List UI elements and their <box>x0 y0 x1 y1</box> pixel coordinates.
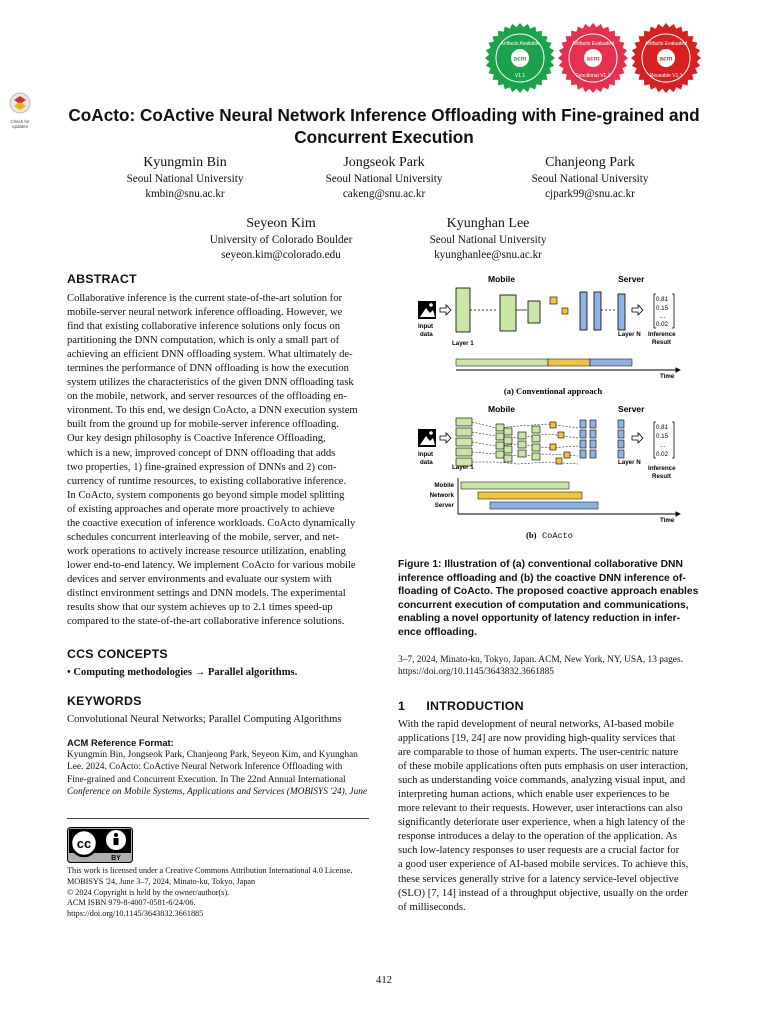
timeline-server-bar <box>490 502 598 509</box>
abstract-line: schedules concurrent interleaving of the mobile, server, and net- <box>67 531 339 543</box>
fig-a-layerN-label: Layer N <box>618 331 641 338</box>
author-block <box>393 215 583 263</box>
author-name: Jongseok Park <box>343 155 425 170</box>
network-packet <box>550 297 557 304</box>
input-arrow <box>440 433 451 443</box>
license-divider <box>67 818 369 819</box>
abstract-line: devices and server environments and evaluate our system with <box>67 573 332 585</box>
timeline-network-bar <box>478 492 582 499</box>
license-line: This work is licensed under a Creative Commons Attribution International 4.0 License. <box>67 866 353 875</box>
license-line[interactable]: https://doi.org/10.1145/3643832.3661885 <box>67 909 204 919</box>
fig-a-result-value: 0.81 <box>656 296 669 303</box>
server-tile <box>590 430 596 438</box>
fig-b-result-value: 0.81 <box>656 424 669 431</box>
author-name: Seyeon Kim <box>246 216 316 231</box>
badge-title: Artifacts Evaluated <box>645 41 687 47</box>
artifact-badges <box>484 22 704 94</box>
timeline-mobile-bar <box>461 482 569 489</box>
fig-a-time-label: Time <box>660 373 675 380</box>
intro-line: of these mobile applications often puts emphasis on user interaction, <box>398 761 689 773</box>
license-text <box>67 866 377 920</box>
layer-block <box>618 294 625 330</box>
layer-block <box>456 288 470 332</box>
fig-a-result-value: 0.02 <box>656 321 669 328</box>
fig-b-server-label: Server <box>618 404 645 414</box>
author-name: Kyungmin Bin <box>143 155 227 170</box>
author-block <box>100 154 270 202</box>
fig-b-result-value: 0.02 <box>656 451 669 458</box>
mobile-tile <box>532 444 540 451</box>
abstract-line: compared to the state-of-the-art collaborative inference solutions. <box>67 616 345 628</box>
intro-line: more relevant to their requests. However, user interactions can also <box>398 803 683 815</box>
figure-caption <box>398 558 708 640</box>
input-arrow <box>440 305 451 315</box>
fig-a-result-value: 0.15 <box>656 305 669 312</box>
server-tile <box>580 430 586 438</box>
figure-caption-line: enabling a novel opportunity of latency reduction in infer- <box>398 613 681 625</box>
license-line: © 2024 Copyright is held by the owner/author(s). <box>67 887 230 897</box>
server-tile <box>618 440 624 448</box>
badge-version: V1.1 <box>514 73 526 79</box>
keywords-heading: KEYWORDS <box>67 694 142 708</box>
fig-a-result-value: ... <box>660 313 666 320</box>
badge-title: Artifacts Available <box>500 41 540 47</box>
check-for-updates-icon[interactable] <box>6 92 34 129</box>
fig-b-caption-name: CoActo <box>542 531 573 541</box>
acm-badge-center: acm <box>659 55 673 63</box>
layer-block <box>500 295 516 331</box>
layer-block <box>594 292 601 330</box>
fig-b-row-label: Server <box>434 502 454 509</box>
mobile-tile <box>532 453 540 460</box>
author-affiliation: Seoul National University <box>325 173 443 185</box>
network-packet <box>556 458 562 464</box>
fig-a-inference-label: Inference <box>648 331 676 338</box>
fig-b-inference-label: Result <box>652 473 671 480</box>
fig-a-inference-label: Result <box>652 339 671 346</box>
layer-block <box>580 292 587 330</box>
abstract-line: of existing approaches and operate more proactively to achieve <box>67 503 335 515</box>
author-name: Kyunghan Lee <box>446 216 530 231</box>
author-affiliation: Seoul National University <box>126 173 244 185</box>
mobile-tile <box>532 435 540 442</box>
mobile-tile <box>518 432 526 439</box>
fine-grained-tiles <box>496 422 570 464</box>
fig-a-input-label: data <box>420 331 433 338</box>
mobile-tile <box>532 426 540 433</box>
fig-a-server-label: Server <box>618 274 645 284</box>
server-tiles <box>580 420 624 458</box>
mobile-tile <box>504 455 512 462</box>
mobile-tile <box>496 451 504 458</box>
server-tile <box>580 450 586 458</box>
intro-line: such as understanding voice commands, analyzing visual input, and <box>398 775 686 787</box>
title-line-1: CoActo: CoActive Neural Network Inference Offloading with Fine-grained and <box>68 105 700 125</box>
server-tile <box>618 430 624 438</box>
artifact-badge <box>558 23 628 93</box>
figure-caption-line: Figure 1: Illustration of (a) conventional collaborative DNN <box>398 559 683 570</box>
timeline-mobile-bar <box>456 359 548 366</box>
author-block <box>299 154 469 202</box>
mobile-tile <box>518 441 526 448</box>
abstract-line: work operations to actively increase resource utilization, enabling <box>67 545 346 557</box>
abstract-line: In CoActo, system components go beyond simple model splitting <box>67 489 345 501</box>
fig-a-caption: (a) Conventional approach <box>503 386 603 396</box>
figure-caption-line: ence offloading. <box>398 626 477 638</box>
network-packet <box>550 422 556 428</box>
cc-by-logo[interactable] <box>67 827 133 868</box>
fig-b-layer1-label: Layer 1 <box>452 464 474 471</box>
abstract-line: on the mobile, network, and server resources of the offloading en- <box>67 391 347 403</box>
abstract-line: distinct environment settings and DNN models. The experimental <box>67 587 346 599</box>
paper-title <box>60 104 708 148</box>
acm-badge-center: acm <box>586 55 600 63</box>
figure-caption-line: concurrent execution of computation and communications, <box>398 599 689 611</box>
timeline-server-bar <box>590 359 632 366</box>
fig-b-input-label: Input <box>418 451 434 458</box>
figure-caption-line: floading of CoActo. The proposed coactive approach enables <box>398 586 699 598</box>
by-icon-text: BY <box>111 855 121 862</box>
abstract-line: Our key design philosophy is Coactive Inference Offloading, <box>67 433 326 445</box>
abstract-line: vironment. To this end, we design CoActo, a DNN execution system <box>67 405 358 417</box>
intro-line: a good user experience of AI-based mobile services. To achieve this, <box>398 859 689 871</box>
intro-line: response introduces a delay to the operation of the application. As <box>398 831 678 843</box>
mobile-tile <box>456 418 472 426</box>
server-tile <box>580 440 586 448</box>
intro-line: of milliseconds. <box>398 901 466 913</box>
mobile-tile <box>496 442 504 449</box>
fig-b-inference-label: Inference <box>648 465 676 472</box>
image-icon <box>418 429 436 447</box>
abstract-line: system utilizes the characteristics of the given DNN offloading task <box>67 377 354 389</box>
server-tile <box>618 450 624 458</box>
fig-b-input-label: data <box>420 459 433 466</box>
abstract-line: mobile-server neural network inference offloading. However, we <box>67 307 343 319</box>
abstract-heading: ABSTRACT <box>67 272 137 286</box>
abstract-line: achieving an efficient DNN offloading system. What ultimately de- <box>67 349 353 361</box>
acm-reference-line: Kyungmin Bin, Jongseok Park, Chanjeong Park, Seyeon Kim, and Kyunghan <box>67 750 358 761</box>
mobile-tile <box>504 446 512 453</box>
mobile-tile <box>504 428 512 435</box>
fig-b-row-label: Network <box>429 492 454 499</box>
check-updates-label: Check for updates <box>10 119 30 129</box>
author-email[interactable]: kyunghanlee@snu.ac.kr <box>434 249 542 261</box>
acm-reference-line: Fine-grained and Concurrent Execution. In The 22nd Annual International <box>67 774 346 785</box>
abstract-line: partitioning the DNN computation, which is only a small part of <box>67 335 340 347</box>
intro-line: With the rapid development of neural networks, AI-based mobile <box>398 719 674 730</box>
image-icon <box>418 301 436 319</box>
timeline-network-bar <box>548 359 590 366</box>
abstract-line: lower end-to-end latency. We implement CoActo for various mobile <box>67 559 356 571</box>
acm-reference <box>67 737 372 798</box>
page-number: 412 <box>376 975 392 986</box>
acm-reference-doi[interactable]: https://doi.org/10.1145/3643832.3661885 <box>398 667 554 678</box>
server-tile <box>590 450 596 458</box>
mobile-tile <box>518 450 526 457</box>
section-title: INTRODUCTION <box>426 699 524 713</box>
license-line: ACM ISBN 979-8-4007-0581-6/24/06. <box>67 898 196 908</box>
intro-line: (SLO) [7, 14] instead of a throughput objective, usually on the order <box>398 887 688 899</box>
ccs-text: • Computing methodologies → Parallel algorithms. <box>67 667 298 678</box>
author-email[interactable]: seyeon.kim@colorado.edu <box>221 249 341 261</box>
output-arrow <box>632 305 643 315</box>
section-number: 1 <box>398 699 406 713</box>
figure-1 <box>398 268 708 548</box>
acm-reference-heading: ACM Reference Format: <box>67 737 174 748</box>
abstract-line: the coactive execution of inference workloads. CoActo dynamically <box>67 517 356 529</box>
intro-line: are comparable to those of human experts. The user-centric nature <box>398 747 679 759</box>
artifact-badge <box>485 23 555 93</box>
fig-b-result-value: 0.15 <box>656 433 669 440</box>
abstract-line: two properties, 1) fine-grained expression of DNNs and 2) con- <box>67 461 337 473</box>
fig-b-result-value: ... <box>660 442 666 449</box>
output-arrow <box>632 433 643 443</box>
author-email[interactable]: cjpark99@snu.ac.kr <box>545 188 635 200</box>
intro-line: such low-latency responses to user requests are a crucial factor for <box>398 845 680 857</box>
title-line-2: Concurrent Execution <box>294 127 474 147</box>
abstract-line: which is a new, improved concept of DNN offloading that adds <box>67 447 336 459</box>
introduction-body <box>398 718 702 915</box>
network-packet <box>558 432 564 438</box>
intro-line: significantly deteriorate user experience, when a high latency of the <box>398 817 686 829</box>
intro-line: applications [19, 24] are now providing high-quality services that <box>398 733 676 745</box>
abstract-line: Collaborative inference is the current state-of-the-art solution for <box>67 293 343 304</box>
acm-reference-line: Lee. 2024. CoActo: CoActive Neural Network Inference Offloading with <box>67 762 343 773</box>
server-tile <box>618 420 624 428</box>
intro-line: these services generally strive for a latency service-level objective <box>398 873 679 885</box>
badge-version: Functional V1.1 <box>575 73 611 79</box>
mobile-tile <box>456 448 472 456</box>
artifact-badge <box>631 23 701 93</box>
abstract-line: built from the ground up for mobile-server inference offloading. <box>67 419 339 431</box>
server-tile <box>590 440 596 448</box>
server-tile <box>580 420 586 428</box>
mobile-tile <box>456 428 472 436</box>
fig-b-row-label: Mobile <box>434 482 454 489</box>
mobile-tile <box>456 438 472 446</box>
abstract-line: results show that our system achieves up to 2.1 times speed-up <box>67 602 333 614</box>
author-name: Chanjeong Park <box>545 155 635 170</box>
abstract-body <box>67 292 369 629</box>
author-affiliation: Seoul National University <box>531 173 649 185</box>
fig-b-caption-prefix: (b) <box>526 530 537 540</box>
network-packet <box>550 444 556 450</box>
abstract-line: termines the performance of DNN offloading is how the execution <box>67 363 349 375</box>
abstract-line: currency of runtime resources, to existing collaborative inference. <box>67 475 347 487</box>
acm-reference-continued <box>398 654 708 678</box>
license-line: MOBISYS '24, June 3–7, 2024, Minato-ku, Tokyo, Japan <box>67 876 256 886</box>
author-block <box>186 215 376 263</box>
badge-version: Reusable V1.1 <box>649 73 683 79</box>
fig-b-layerN-label: Layer N <box>618 459 641 466</box>
fig-a-mobile-label: Mobile <box>488 274 515 284</box>
mobile-tile <box>496 424 504 431</box>
cc-icon-text: cc <box>76 836 92 851</box>
abstract-line: find that existing collaborative inference solutions only focus on <box>67 321 341 333</box>
author-email[interactable]: cakeng@snu.ac.kr <box>342 188 426 200</box>
layer-block <box>528 301 540 323</box>
acm-reference-line: 3–7, 2024, Minato-ku, Tokyo, Japan. ACM, New York, NY, USA, 13 pages. <box>398 655 683 665</box>
mobile-tile <box>504 437 512 444</box>
introduction-heading <box>398 699 524 713</box>
fine-grained-tiles <box>456 418 472 466</box>
server-tile <box>590 420 596 428</box>
mobile-tile <box>496 433 504 440</box>
acm-badge-center: acm <box>513 55 527 63</box>
author-affiliation: Seoul National University <box>429 234 547 246</box>
figure-caption-line: inference offloading and (b) the coactive DNN inference of- <box>398 572 686 584</box>
fig-b-time-label: Time <box>660 517 675 524</box>
keywords-text: Convolutional Neural Networks; Parallel Computing Algorithms <box>67 714 342 725</box>
network-packet <box>564 452 570 458</box>
author-affiliation: University of Colorado Boulder <box>209 234 353 246</box>
network-packet <box>562 308 568 314</box>
author-block <box>505 154 675 202</box>
fig-b-mobile-label: Mobile <box>488 404 515 414</box>
fig-a-layer1-label: Layer 1 <box>452 340 474 347</box>
acm-reference-line: Conference on Mobile Systems, Applications and Services (MOBISYS '24), June <box>67 786 368 797</box>
intro-line: interpreting human actions, which enable user experiences to be <box>398 789 670 801</box>
badge-title: Artifacts Evaluated <box>572 41 614 47</box>
ccs-heading: CCS CONCEPTS <box>67 647 168 661</box>
fig-a-input-label: Input <box>418 323 434 330</box>
author-email[interactable]: kmbin@snu.ac.kr <box>145 188 225 200</box>
